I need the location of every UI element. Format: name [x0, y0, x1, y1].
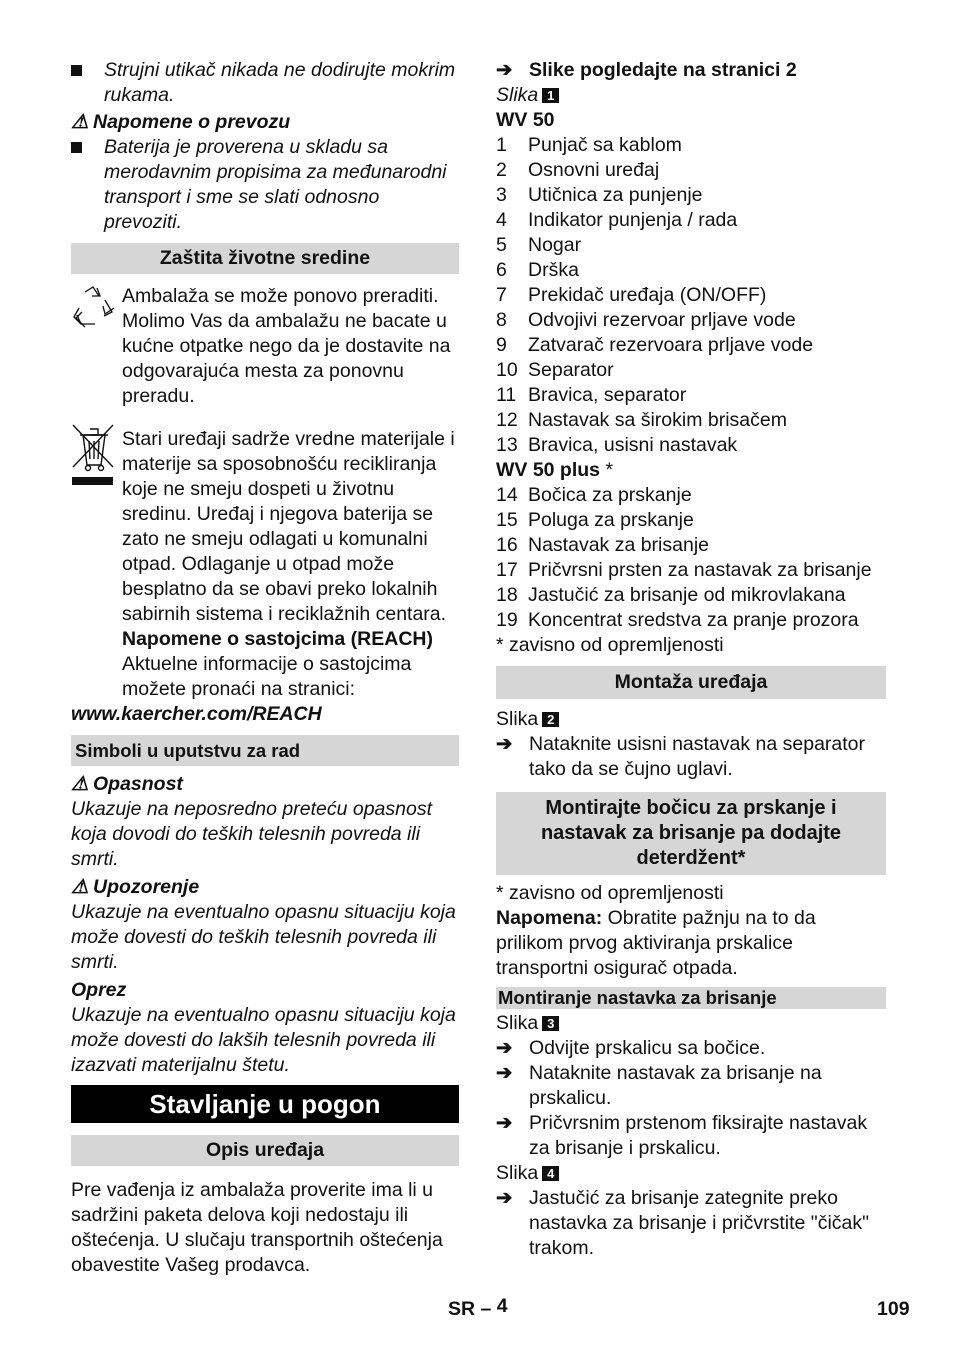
part-number: 3: [496, 184, 507, 206]
part-list-item: [496, 408, 886, 433]
parts-list-wv50plus: [496, 483, 886, 633]
step-text: Nataknite usisni nastavak na separator tako da se čujno uglavi.: [529, 733, 866, 780]
square-bullet-icon: [71, 58, 104, 83]
bullet-text: Strujni utikač nikada ne dodirujte mokrim rukama.: [104, 59, 456, 106]
part-number: 8: [496, 309, 507, 331]
part-number: 9: [496, 334, 507, 356]
part-list-item: [496, 533, 886, 558]
chapter-title: Stavljanje u pogon: [71, 1085, 459, 1123]
part-list-item: [496, 583, 886, 608]
part-list-item: [496, 208, 886, 233]
part-label: Punjač sa kablom: [528, 134, 682, 156]
bullet-item: [71, 58, 459, 108]
equipment-note: * zavisno od opremljenosti: [496, 634, 724, 656]
section-heading-wipe: Montiranje nastavka za brisanje: [496, 987, 886, 1009]
part-number: 13: [496, 434, 518, 456]
part-label: Drška: [528, 259, 579, 281]
part-label: Osnovni uređaj: [528, 159, 660, 181]
step-text: Nataknite nastavak za brisanje na prskalicu.: [529, 1062, 822, 1109]
wv50-heading: WV 50: [496, 109, 555, 131]
warning-label: ⚠ Upozorenje: [71, 876, 200, 898]
part-number: 11: [496, 384, 517, 406]
step-item: [496, 1061, 886, 1111]
step-item: [496, 1111, 886, 1161]
step-item: [496, 732, 886, 782]
part-list-item: [496, 358, 886, 383]
part-number: 2: [496, 159, 507, 181]
part-number: 10: [496, 359, 518, 381]
figure-ref: Slika 4: [496, 1161, 886, 1186]
part-label: Nastavak sa širokim brisačem: [528, 409, 787, 431]
local-page-number: 4: [496, 1295, 508, 1317]
part-list-item: [496, 158, 886, 183]
part-number: 18: [496, 584, 518, 606]
part-label: Nastavak za brisanje: [528, 534, 710, 556]
section-heading-environment: Zaštita životne sredine: [71, 243, 459, 274]
figure-ref: Slika 3: [496, 1011, 886, 1036]
part-list-item: [496, 333, 886, 358]
section-heading-symbols: Simboli u uputstvu za rad: [71, 735, 459, 766]
env-text: Stari uređaji sadrže vredne materijale i materije sa sposobnošću recikliranja koje ne smeju dospeti u životnu sredinu. Uređaj i njegova baterija se zato ne smeju odlagati u komunalni otpad. Odlaganje u otpad može besplatno da se obavi preko lokalnih sabirnih sistema i reciklažnih centara.: [122, 428, 455, 625]
note-paragraph: Napomena: Obratite pažnju na to da prilikom prvog aktiviranja prskalice transportni osigurač otpada.: [496, 907, 816, 979]
arrow-right-icon: ➔: [496, 733, 513, 755]
figure-ref: Slika 2: [496, 707, 886, 732]
part-list-item: [496, 433, 886, 458]
figure-number-badge: 4: [542, 1166, 559, 1181]
part-number: 5: [496, 234, 507, 256]
right-column: [496, 58, 886, 1261]
part-label: Prekidač uređaja (ON/OFF): [528, 284, 767, 306]
transport-heading: ⚠ Napomene o prevozu: [71, 111, 291, 133]
description-text: Pre vađenja iz ambalaža proverite ima li u sadržini paketa delova koji nedostaju ili oštećenja. U slučaju transportnih oštećenja obavestite Vašeg prodavca.: [71, 1179, 443, 1276]
recycle-icon: [71, 284, 115, 335]
env-text: Ambalaža se može ponovo preraditi. Molimo Vas da ambalažu ne bacate u kućne otpatke nego da je dostavite na odgovarajuća mesta za ponovnu preradu.: [122, 285, 451, 407]
part-list-item: [496, 608, 886, 633]
part-list-item: [496, 233, 886, 258]
part-list-item: [496, 558, 886, 583]
danger-label: ⚠ Opasnost: [71, 773, 183, 795]
part-label: Separator: [528, 359, 614, 381]
warning-triangle-icon: ⚠: [71, 876, 89, 898]
step-text: Jastučić za brisanje zategnite preko nastavka za brisanje i pričvrstite "čičak" trakom.: [529, 1187, 870, 1259]
steps-list: [496, 1036, 886, 1161]
env-recycle-paragraph: [71, 284, 459, 409]
figure-number-badge: 1: [542, 88, 559, 103]
figure-number-badge: 2: [542, 712, 559, 727]
part-label: Indikator punjenja / rada: [528, 209, 738, 231]
part-label: Poluga za prskanje: [528, 509, 694, 531]
part-number: 1: [496, 134, 507, 156]
warning-triangle-icon: ⚠: [71, 111, 89, 133]
page-number: 109: [877, 1298, 910, 1320]
caution-label: Oprez: [71, 979, 127, 1001]
part-number: 12: [496, 409, 518, 431]
see-pictures-note: ➔ Slike pogledajte na stranici 2: [496, 59, 797, 81]
section-heading-bottle: Montirajte bočicu za prskanje i nastavak za brisanje pa dodajte deterdžent*: [496, 792, 886, 875]
equipment-note: * zavisno od opremljenosti: [496, 882, 724, 904]
part-label: Bravica, separator: [528, 384, 687, 406]
part-number: 14: [496, 484, 518, 506]
wv50plus-heading: WV 50 plus *: [496, 459, 614, 481]
part-list-item: [496, 258, 886, 283]
part-label: Bravica, usisni nastavak: [528, 434, 738, 456]
part-list-item: [496, 308, 886, 333]
part-number: 4: [496, 209, 507, 231]
parts-list-wv50: [496, 133, 886, 458]
arrow-right-icon: ➔: [496, 1187, 513, 1209]
warning-triangle-icon: ⚠: [71, 773, 89, 795]
reach-url[interactable]: www.kaercher.com/REACH: [71, 703, 322, 725]
part-list-item: [496, 283, 886, 308]
step-item: [496, 1186, 886, 1261]
part-number: 15: [496, 509, 518, 531]
left-column: [71, 58, 459, 1278]
part-number: 16: [496, 534, 518, 556]
part-list-item: [496, 183, 886, 208]
reach-heading: Napomene o sastojcima (REACH): [122, 628, 433, 650]
warning-text: Ukazuje na eventualno opasnu situaciju koja može dovesti do teških telesnih povreda ili smrti.: [71, 901, 456, 973]
part-list-item: [496, 508, 886, 533]
part-label: Bočica za prskanje: [528, 484, 692, 506]
square-bullet-icon: [71, 135, 104, 160]
step-item: [496, 1036, 886, 1061]
caution-text: Ukazuje na eventualno opasnu situaciju koja može dovesti do lakših telesnih povreda ili izazvati materijalnu štetu.: [71, 1004, 456, 1076]
arrow-right-icon: ➔: [496, 1062, 513, 1084]
part-list-item: [496, 383, 886, 408]
part-label: Pričvrsni prsten za nastavak za brisanje: [528, 559, 872, 581]
part-list-item: [496, 483, 886, 508]
crossed-bin-icon: [71, 423, 115, 496]
env-weee-paragraph: [71, 427, 459, 702]
figure-ref: Slika 1: [496, 83, 886, 108]
reach-text: Aktuelne informacije o sastojcima možete pronaći na stranici:: [122, 653, 412, 700]
arrow-right-icon: ➔: [496, 1037, 513, 1059]
part-label: Odvojivi rezervoar prljave vode: [528, 309, 796, 331]
figure-number-badge: 3: [542, 1016, 559, 1031]
section-heading-assembly: Montaža uređaja: [496, 666, 886, 699]
bullet-text: Baterija je proverena u skladu sa merodavnim propisima za međunarodni transport i sme se slati odnosno prevoziti.: [104, 136, 447, 233]
arrow-right-icon: ➔: [496, 59, 513, 81]
part-label: Nogar: [528, 234, 582, 256]
part-number: 7: [496, 284, 507, 306]
arrow-right-icon: ➔: [496, 1112, 513, 1134]
language-code: SR: [448, 1298, 476, 1320]
part-label: Zatvarač rezervoara prljave vode: [528, 334, 814, 356]
part-number: 19: [496, 609, 518, 631]
footer-dash: –: [480, 1298, 492, 1320]
bullet-item: [71, 135, 459, 235]
part-label: Koncentrat sredstva za pranje prozora: [528, 609, 859, 631]
part-list-item: [496, 133, 886, 158]
step-text: Pričvrsnim prstenom fiksirajte nastavak za brisanje i prskalicu.: [529, 1112, 868, 1159]
step-text: Odvijte prskalicu sa bočice.: [529, 1037, 766, 1059]
part-number: 17: [496, 559, 518, 581]
danger-text: Ukazuje na neposredno preteću opasnost koja dovodi do teških telesnih povreda ili smrti.: [71, 798, 432, 870]
page-footer: [448, 1297, 508, 1322]
part-number: 6: [496, 259, 507, 281]
part-label: Utičnica za punjenje: [528, 184, 703, 206]
part-label: Jastučić za brisanje od mikrovlakana: [528, 584, 846, 606]
section-heading-description: Opis uređaja: [71, 1135, 459, 1166]
